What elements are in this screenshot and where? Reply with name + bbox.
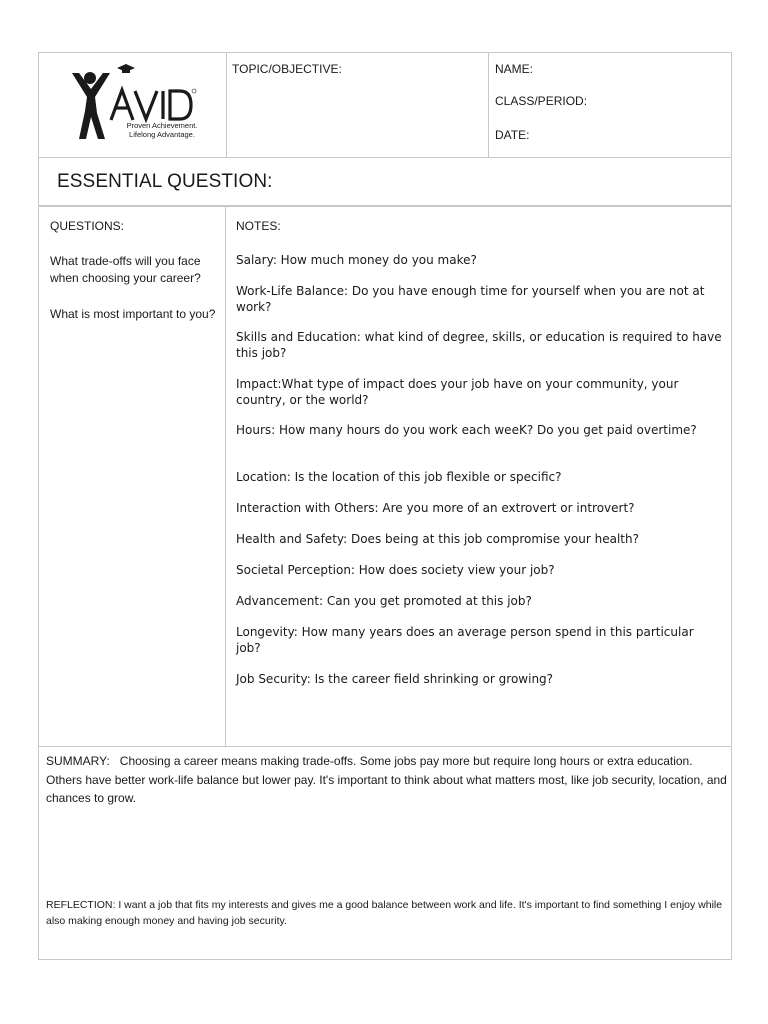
name-label: NAME: xyxy=(495,62,534,76)
topic-label: TOPIC/OBJECTIVE: xyxy=(232,62,342,76)
notes-row xyxy=(39,207,731,747)
notes-label: NOTES: xyxy=(236,219,281,233)
note-item: Longevity: How many years does an average person spend in this particular job? xyxy=(236,625,694,655)
logo-tagline-1: Proven Achievement. xyxy=(126,121,198,130)
date-label: DATE: xyxy=(495,128,530,142)
avid-logo xyxy=(39,53,226,157)
registered-mark xyxy=(192,89,196,93)
note-item: Job Security: Is the career field shrinking or growing? xyxy=(236,672,554,686)
avid-wordmark xyxy=(111,90,191,120)
note-item: Advancement: Can you get promoted at this job? xyxy=(236,594,532,608)
summary-text: SUMMARY: Choosing a career means making trade-offs. Some jobs pay more but require long hours or extra education. Others have better work-life balance but lower pay. It's important to think about what matters most, like job security, location, and chances to grow. xyxy=(46,754,731,805)
note-item: Impact:What type of impact does your job have on your community, your country, or the world? xyxy=(236,377,679,407)
header-row xyxy=(39,53,731,158)
logo-cell xyxy=(39,53,227,157)
note-item: Health and Safety: Does being at this job compromise your health? xyxy=(236,532,639,546)
note-item: Hours: How many hours do you work each weeK? Do you get paid overtime? xyxy=(236,423,697,437)
question-item: What trade-offs will you face when choosing your career? xyxy=(50,254,201,285)
reflection-text: REFLECTION: I want a job that fits my interests and gives me a good balance between work and life. It's important to find something I enjoy while also making enough money and having job security. xyxy=(46,899,723,927)
topic-cell[interactable] xyxy=(226,53,489,157)
note-item: Interaction with Others: Are you more of an extrovert or introvert? xyxy=(236,501,635,515)
note-item: Skills and Education: what kind of degree, skills, or education is required to have this job? xyxy=(236,330,722,360)
note-item: Societal Perception: How does society view your job? xyxy=(236,563,555,577)
cornell-notes-sheet xyxy=(38,52,732,960)
meta-cell xyxy=(488,53,731,157)
essential-question-label: ESSENTIAL QUESTION: xyxy=(57,171,273,192)
graduation-cap-icon xyxy=(117,64,135,73)
notes-column xyxy=(226,207,731,746)
logo-tagline-2: Lifelong Advantage. xyxy=(129,130,195,139)
essential-question-row[interactable] xyxy=(39,157,731,207)
question-item: What is most important to you? xyxy=(50,307,216,321)
avid-figure-icon xyxy=(72,72,110,139)
note-item: Work-Life Balance: Do you have enough time for yourself when you are not at work? xyxy=(236,284,705,314)
note-item: Location: Is the location of this job flexible or specific? xyxy=(236,470,562,484)
questions-column xyxy=(39,207,226,746)
note-item: Salary: How much money do you make? xyxy=(236,253,477,267)
summary-section xyxy=(39,747,731,959)
class-period-label: CLASS/PERIOD: xyxy=(495,94,588,108)
questions-label: QUESTIONS: xyxy=(50,219,125,233)
